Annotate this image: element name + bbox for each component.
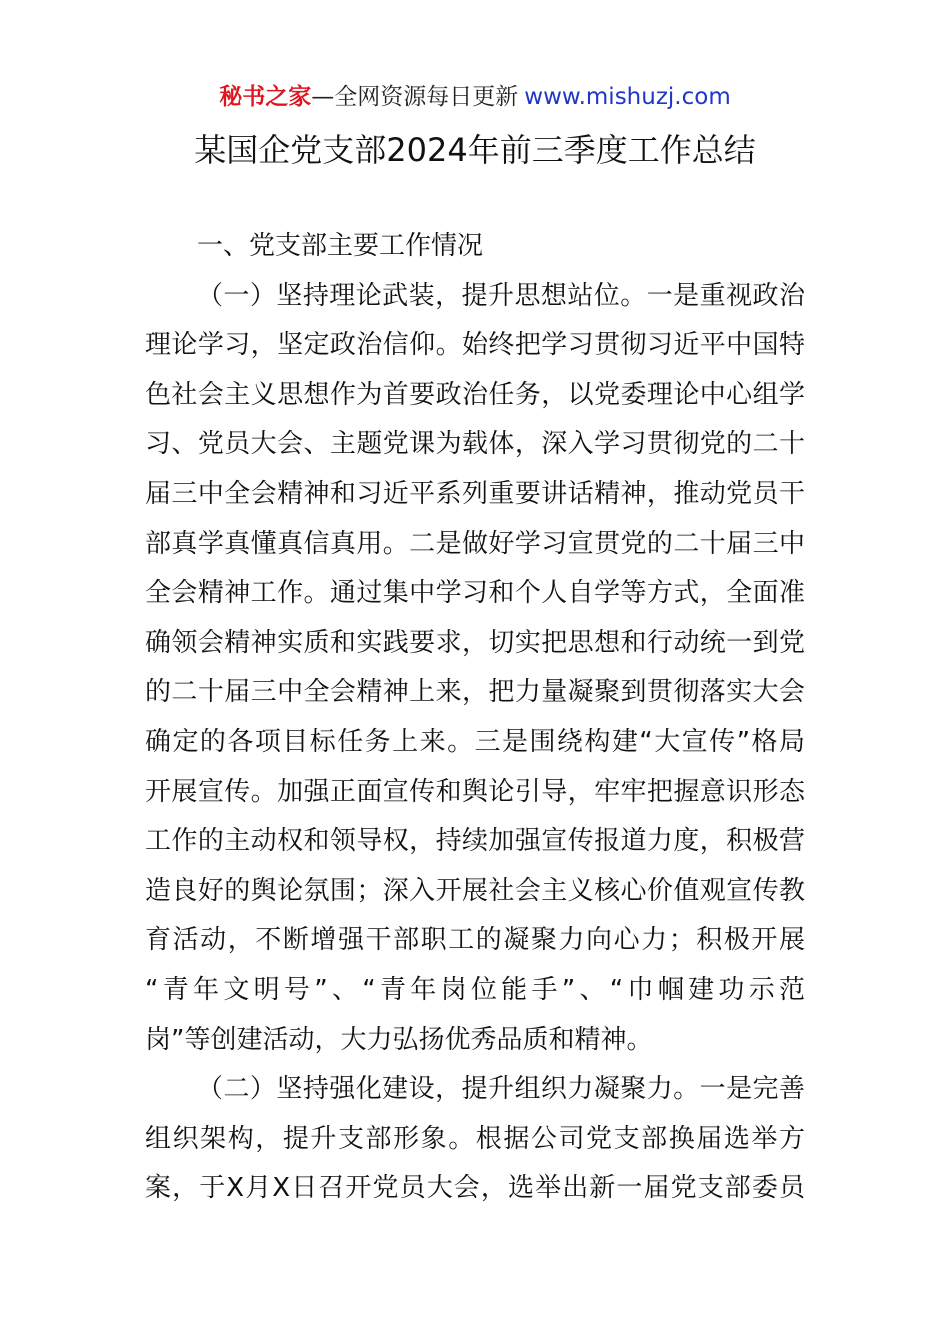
paragraph-line: 色社会主义思想作为首要政治任务，以党委理论中心组学 xyxy=(145,379,805,410)
brand-name: 秘书之家 xyxy=(219,84,312,110)
document-body xyxy=(145,222,805,1214)
paragraph-line: 届三中全会精神和习近平系列重要讲话精神，推动党员干 xyxy=(145,478,805,509)
paragraph-line: 确领会精神实质和实践要求，切实把思想和行动统一到党 xyxy=(145,627,805,658)
paragraph-line: 组织架构，提升支部形象。根据公司党支部换届选举方 xyxy=(145,1123,805,1154)
paragraph-line: 全会精神工作。通过集中学习和个人自学等方式，全面准 xyxy=(145,578,805,609)
site-header xyxy=(0,80,950,114)
section-heading: 一、党支部主要工作情况 xyxy=(197,231,484,261)
paragraph-line: 习、党员大会、主题党课为载体，深入学习贯彻党的二十 xyxy=(145,429,805,460)
paragraph-line: 岗”等创建活动，大力弘扬优秀品质和精神。 xyxy=(145,1024,653,1055)
paragraph-line: “青年文明号”、“青年岗位能手”、“巾帼建功示范 xyxy=(145,974,805,1005)
paragraph-line: 理论学习，坚定政治信仰。始终把学习贯彻习近平中国特 xyxy=(145,330,805,361)
paragraph-line: 部真学真懂真信真用。二是做好学习宣贯党的二十届三中 xyxy=(145,528,805,559)
paragraph-line: （二）坚持强化建设，提升组织力凝聚力。一是完善 xyxy=(197,1074,805,1105)
paragraph-line: 的二十届三中全会精神上来，把力量凝聚到贯彻落实大会 xyxy=(145,677,805,708)
paragraph-line: 案，于X月X日召开党员大会，选举出新一届党支部委员 xyxy=(145,1173,805,1204)
paragraph-line: 开展宣传。加强正面宣传和舆论引导，牢牢把握意识形态 xyxy=(145,776,805,807)
paragraph-line: （一）坚持理论武装，提升思想站位。一是重视政治 xyxy=(197,280,805,311)
paragraph-line: 育活动，不断增强干部职工的凝聚力向心力；积极开展 xyxy=(145,925,805,956)
site-url-link[interactable]: www.mishuzj.com xyxy=(524,84,731,110)
paragraph-line: 造良好的舆论氛围；深入开展社会主义核心价值观宣传教 xyxy=(145,875,805,906)
paragraph-line: 工作的主动权和领导权，持续加强宣传报道力度，积极营 xyxy=(145,826,805,857)
header-tagline: —全网资源每日更新 xyxy=(311,84,519,110)
paragraph-line: 确定的各项目标任务上来。三是围绕构建“大宣传”格局 xyxy=(145,726,805,757)
document-title: 某国企党支部2024年前三季度工作总结 xyxy=(194,131,756,169)
